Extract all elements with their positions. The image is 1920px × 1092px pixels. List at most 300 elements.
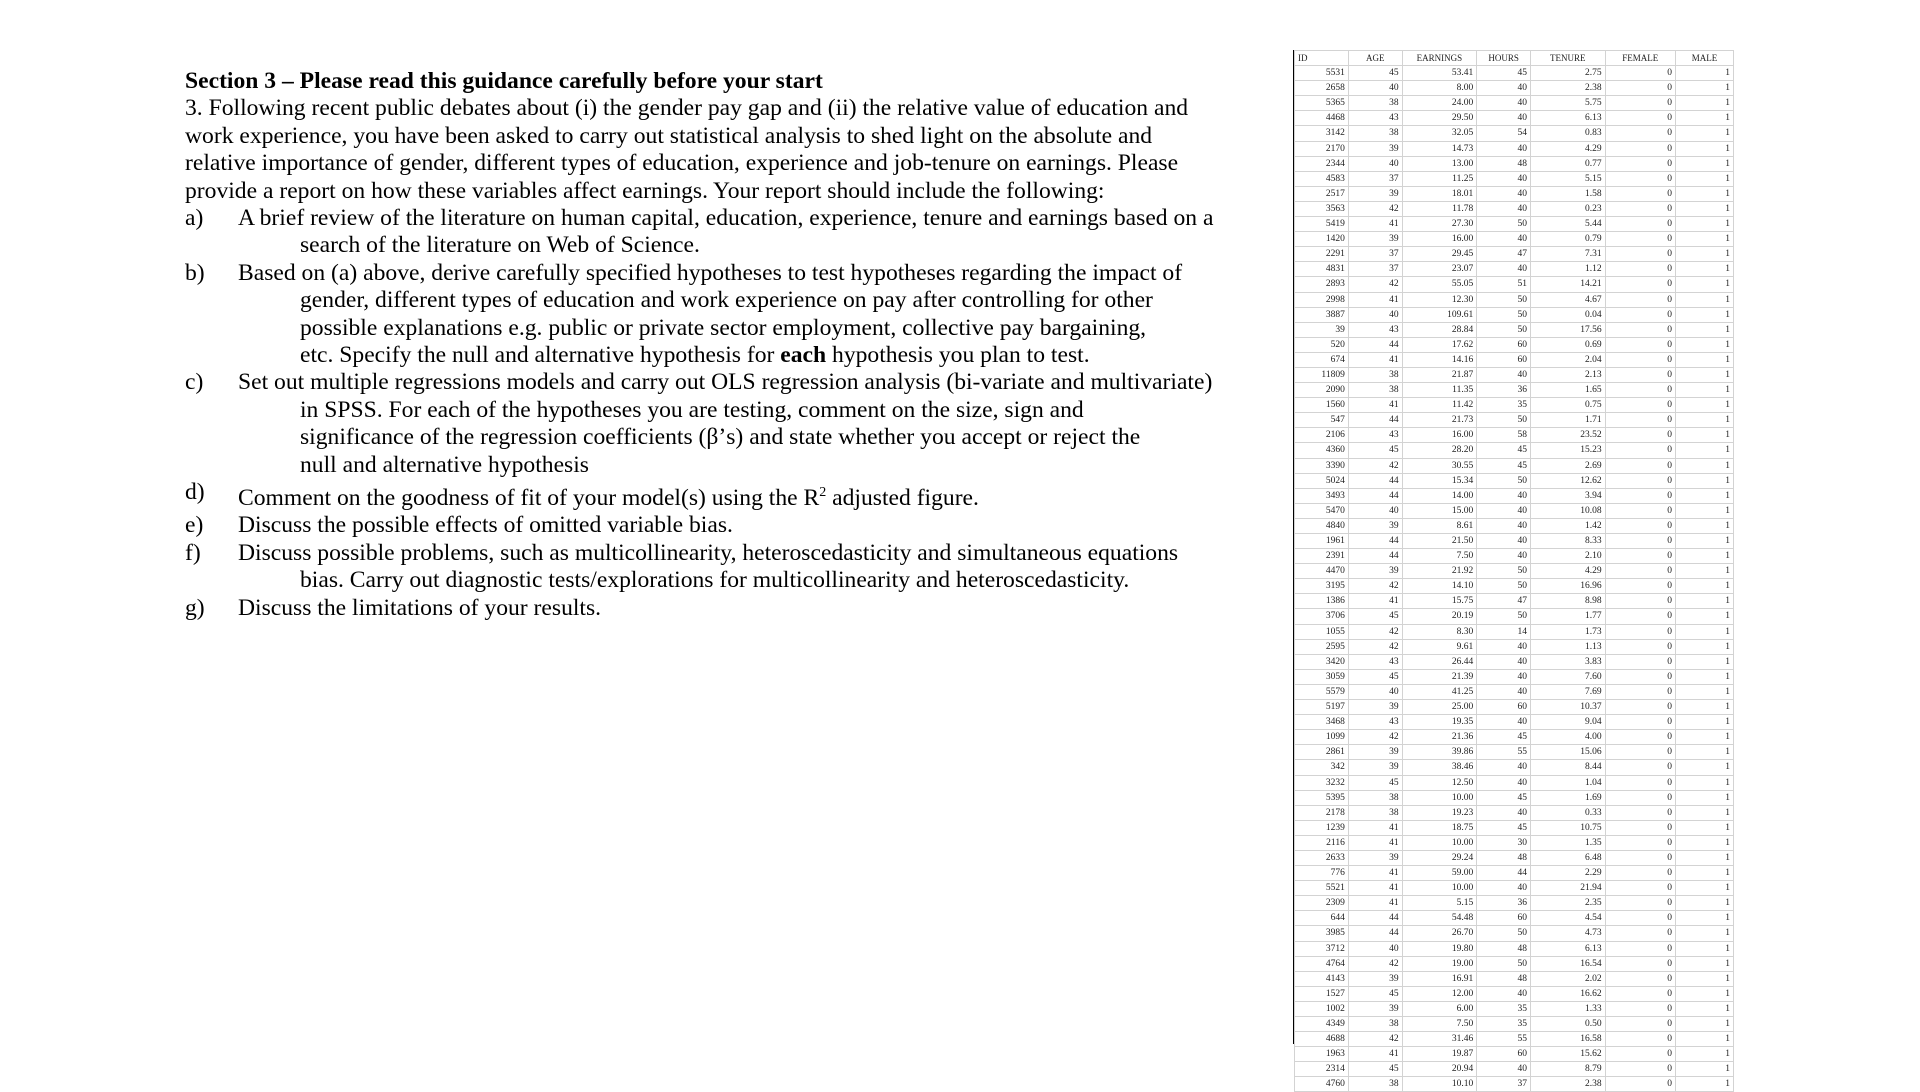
table-cell: 0 bbox=[1605, 1001, 1675, 1016]
table-cell: 7.31 bbox=[1531, 247, 1606, 262]
table-cell: 48 bbox=[1477, 971, 1531, 986]
table-row bbox=[1295, 126, 1734, 141]
item-text: Set out multiple regressions models and carry out OLS regression analysis (bi-variate and multivariate) bbox=[238, 369, 1213, 396]
table-cell: 0 bbox=[1605, 911, 1675, 926]
table-cell: 1 bbox=[1675, 715, 1733, 730]
table-cell: 50 bbox=[1477, 322, 1531, 337]
table-row bbox=[1295, 881, 1734, 896]
table-cell: 39 bbox=[1348, 760, 1402, 775]
item-text: null and alternative hypothesis bbox=[300, 451, 589, 478]
table-row bbox=[1295, 564, 1734, 579]
table-cell: 2.35 bbox=[1531, 896, 1606, 911]
table-cell: 39 bbox=[1348, 745, 1402, 760]
table-cell: 0 bbox=[1605, 564, 1675, 579]
table-cell: 15.75 bbox=[1402, 594, 1477, 609]
table-cell: 48 bbox=[1477, 156, 1531, 171]
table-cell: 5521 bbox=[1295, 881, 1349, 896]
table-cell: 1 bbox=[1675, 986, 1733, 1001]
table-cell: 1 bbox=[1675, 262, 1733, 277]
table-cell: 1 bbox=[1675, 745, 1733, 760]
table-cell: 21.87 bbox=[1402, 367, 1477, 382]
table-cell: 0 bbox=[1605, 201, 1675, 216]
column-header: MALE bbox=[1675, 51, 1733, 66]
table-cell: 0 bbox=[1605, 624, 1675, 639]
table-row bbox=[1295, 503, 1734, 518]
list-item-d bbox=[185, 479, 1285, 512]
table-row bbox=[1295, 700, 1734, 715]
table-cell: 2658 bbox=[1295, 81, 1349, 96]
table-cell: 0.23 bbox=[1531, 201, 1606, 216]
table-cell: 32.05 bbox=[1402, 126, 1477, 141]
table-cell: 2998 bbox=[1295, 292, 1349, 307]
table-cell: 38 bbox=[1348, 126, 1402, 141]
table-row bbox=[1295, 352, 1734, 367]
table-cell: 4688 bbox=[1295, 1032, 1349, 1047]
table-cell: 547 bbox=[1295, 413, 1349, 428]
table-cell: 15.23 bbox=[1531, 443, 1606, 458]
table-cell: 10.00 bbox=[1402, 790, 1477, 805]
table-row bbox=[1295, 579, 1734, 594]
table-cell: 40 bbox=[1477, 81, 1531, 96]
table-cell: 29.45 bbox=[1402, 247, 1477, 262]
table-cell: 2344 bbox=[1295, 156, 1349, 171]
table-cell: 39 bbox=[1348, 700, 1402, 715]
table-cell: 14.10 bbox=[1402, 579, 1477, 594]
intro-line: relative importance of gender, different types of education, experience and job-tenure on earnings. Please bbox=[185, 150, 1179, 177]
table-row bbox=[1295, 866, 1734, 881]
table-row bbox=[1295, 1062, 1734, 1077]
list-item-continuation bbox=[185, 397, 1285, 479]
table-cell: 5197 bbox=[1295, 700, 1349, 715]
table-row bbox=[1295, 956, 1734, 971]
table-cell: 50 bbox=[1477, 413, 1531, 428]
table-cell: 12.50 bbox=[1402, 775, 1477, 790]
table-cell: 41 bbox=[1348, 866, 1402, 881]
table-cell: 44 bbox=[1348, 549, 1402, 564]
table-cell: 0 bbox=[1605, 337, 1675, 352]
table-row bbox=[1295, 941, 1734, 956]
table-cell: 39.86 bbox=[1402, 745, 1477, 760]
table-cell: 1 bbox=[1675, 896, 1733, 911]
table-row bbox=[1295, 458, 1734, 473]
table-cell: 1 bbox=[1675, 186, 1733, 201]
table-cell: 0 bbox=[1605, 66, 1675, 81]
table-cell: 41.25 bbox=[1402, 684, 1477, 699]
table-cell: 0 bbox=[1605, 986, 1675, 1001]
table-row bbox=[1295, 337, 1734, 352]
table-cell: 2893 bbox=[1295, 277, 1349, 292]
table-row bbox=[1295, 624, 1734, 639]
emphasis-text: each bbox=[780, 342, 827, 369]
table-cell: 59.00 bbox=[1402, 866, 1477, 881]
table-cell: 39 bbox=[1348, 186, 1402, 201]
table-cell: 1.77 bbox=[1531, 609, 1606, 624]
table-row bbox=[1295, 549, 1734, 564]
table-cell: 1 bbox=[1675, 971, 1733, 986]
table-cell: 42 bbox=[1348, 624, 1402, 639]
column-header: TENURE bbox=[1531, 51, 1606, 66]
table-cell: 4764 bbox=[1295, 956, 1349, 971]
table-cell: 0 bbox=[1605, 971, 1675, 986]
table-row bbox=[1295, 156, 1734, 171]
data-table-panel bbox=[1293, 50, 1734, 1090]
table-row bbox=[1295, 1001, 1734, 1016]
table-cell: 24.00 bbox=[1402, 96, 1477, 111]
table-cell: 1055 bbox=[1295, 624, 1349, 639]
table-cell: 1963 bbox=[1295, 1047, 1349, 1062]
table-cell: 1 bbox=[1675, 564, 1733, 579]
list-item-f bbox=[185, 540, 1285, 567]
table-cell: 50 bbox=[1477, 579, 1531, 594]
table-cell: 4840 bbox=[1295, 518, 1349, 533]
table-cell: 0 bbox=[1605, 639, 1675, 654]
table-cell: 41 bbox=[1348, 217, 1402, 232]
item-text: Discuss the possible effects of omitted variable bias. bbox=[238, 512, 733, 539]
table-row bbox=[1295, 820, 1734, 835]
table-cell: 1 bbox=[1675, 111, 1733, 126]
table-cell: 0 bbox=[1605, 488, 1675, 503]
table-cell: 1 bbox=[1675, 1062, 1733, 1077]
table-cell: 40 bbox=[1477, 669, 1531, 684]
table-cell: 1 bbox=[1675, 428, 1733, 443]
table-cell: 0 bbox=[1605, 292, 1675, 307]
table-cell: 14.73 bbox=[1402, 141, 1477, 156]
table-cell: 40 bbox=[1477, 488, 1531, 503]
table-cell: 0 bbox=[1605, 926, 1675, 941]
table-cell: 1 bbox=[1675, 594, 1733, 609]
table-cell: 1 bbox=[1675, 549, 1733, 564]
table-cell: 44 bbox=[1348, 473, 1402, 488]
table-cell: 39 bbox=[1295, 322, 1349, 337]
table-cell: 8.30 bbox=[1402, 624, 1477, 639]
item-label: f) bbox=[185, 539, 201, 566]
table-cell: 43 bbox=[1348, 715, 1402, 730]
table-cell: 4.54 bbox=[1531, 911, 1606, 926]
table-cell: 0 bbox=[1605, 760, 1675, 775]
table-row bbox=[1295, 730, 1734, 745]
table-cell: 1 bbox=[1675, 850, 1733, 865]
table-cell: 4.00 bbox=[1531, 730, 1606, 745]
table-cell: 0.75 bbox=[1531, 398, 1606, 413]
table-cell: 0 bbox=[1605, 81, 1675, 96]
item-text: significance of the regression coefficients (β’s) and state whether you accept or reject the bbox=[300, 424, 1141, 451]
item-text: gender, different types of education and work experience on pay after controlling for other bbox=[300, 287, 1153, 314]
item-text: search of the literature on Web of Science. bbox=[300, 232, 700, 259]
table-cell: 0.79 bbox=[1531, 232, 1606, 247]
table-cell: 40 bbox=[1477, 186, 1531, 201]
table-cell: 30 bbox=[1477, 835, 1531, 850]
table-row bbox=[1295, 971, 1734, 986]
table-cell: 1 bbox=[1675, 383, 1733, 398]
table-cell: 29.24 bbox=[1402, 850, 1477, 865]
table-cell: 5.75 bbox=[1531, 96, 1606, 111]
table-cell: 1 bbox=[1675, 247, 1733, 262]
item-text-part: etc. Specify the null and alternative hypothesis for bbox=[300, 342, 781, 369]
table-cell: 29.50 bbox=[1402, 111, 1477, 126]
item-label: g) bbox=[185, 594, 205, 621]
table-row bbox=[1295, 926, 1734, 941]
table-cell: 41 bbox=[1348, 292, 1402, 307]
list-item-c bbox=[185, 369, 1285, 396]
table-cell: 7.69 bbox=[1531, 684, 1606, 699]
table-cell: 0 bbox=[1605, 277, 1675, 292]
table-cell: 14.00 bbox=[1402, 488, 1477, 503]
table-cell: 44 bbox=[1348, 534, 1402, 549]
table-cell: 42 bbox=[1348, 956, 1402, 971]
table-row bbox=[1295, 307, 1734, 322]
table-cell: 23.52 bbox=[1531, 428, 1606, 443]
table-cell: 21.50 bbox=[1402, 534, 1477, 549]
table-row bbox=[1295, 654, 1734, 669]
table-row bbox=[1295, 383, 1734, 398]
table-cell: 36 bbox=[1477, 383, 1531, 398]
item-text: in SPSS. For each of the hypotheses you are testing, comment on the size, sign and bbox=[300, 396, 1084, 423]
table-cell: 4.73 bbox=[1531, 926, 1606, 941]
table-cell: 2.04 bbox=[1531, 352, 1606, 367]
table-cell: 42 bbox=[1348, 277, 1402, 292]
table-cell: 0 bbox=[1605, 1032, 1675, 1047]
table-cell: 1 bbox=[1675, 835, 1733, 850]
table-cell: 3059 bbox=[1295, 669, 1349, 684]
table-cell: 11809 bbox=[1295, 367, 1349, 382]
table-row bbox=[1295, 322, 1734, 337]
table-cell: 2116 bbox=[1295, 835, 1349, 850]
table-cell: 40 bbox=[1477, 111, 1531, 126]
table-cell: 1239 bbox=[1295, 820, 1349, 835]
table-cell: 16.62 bbox=[1531, 986, 1606, 1001]
table-cell: 1 bbox=[1675, 367, 1733, 382]
table-cell: 1 bbox=[1675, 534, 1733, 549]
table-cell: 0 bbox=[1605, 730, 1675, 745]
table-cell: 1 bbox=[1675, 700, 1733, 715]
table-cell: 9.04 bbox=[1531, 715, 1606, 730]
table-cell: 40 bbox=[1348, 941, 1402, 956]
table-cell: 0 bbox=[1605, 896, 1675, 911]
table-cell: 42 bbox=[1348, 639, 1402, 654]
table-cell: 50 bbox=[1477, 292, 1531, 307]
table-cell: 1 bbox=[1675, 866, 1733, 881]
table-cell: 16.00 bbox=[1402, 232, 1477, 247]
item-label: d) bbox=[185, 479, 205, 506]
table-cell: 0 bbox=[1605, 413, 1675, 428]
table-cell: 50 bbox=[1477, 217, 1531, 232]
table-cell: 45 bbox=[1477, 443, 1531, 458]
item-text: Discuss the limitations of your results. bbox=[238, 594, 602, 621]
table-cell: 4583 bbox=[1295, 171, 1349, 186]
table-cell: 10.10 bbox=[1402, 1077, 1477, 1092]
table-cell: 0 bbox=[1605, 1047, 1675, 1062]
table-cell: 3142 bbox=[1295, 126, 1349, 141]
table-cell: 1 bbox=[1675, 398, 1733, 413]
table-row bbox=[1295, 413, 1734, 428]
table-cell: 4470 bbox=[1295, 564, 1349, 579]
table-cell: 1 bbox=[1675, 911, 1733, 926]
table-cell: 14.21 bbox=[1531, 277, 1606, 292]
list-item-continuation bbox=[185, 287, 1285, 369]
section-title: Section 3 – Please read this guidance carefully before your start bbox=[185, 68, 823, 94]
table-cell: 1 bbox=[1675, 941, 1733, 956]
table-cell: 41 bbox=[1348, 881, 1402, 896]
item-text: A brief review of the literature on human capital, education, experience, tenure and earnings based on a bbox=[238, 205, 1214, 232]
table-cell: 19.35 bbox=[1402, 715, 1477, 730]
table-cell: 55 bbox=[1477, 1032, 1531, 1047]
table-cell: 53.41 bbox=[1402, 66, 1477, 81]
column-header: AGE bbox=[1348, 51, 1402, 66]
table-row bbox=[1295, 835, 1734, 850]
table-cell: 37 bbox=[1348, 262, 1402, 277]
table-cell: 4.67 bbox=[1531, 292, 1606, 307]
table-cell: 0.33 bbox=[1531, 805, 1606, 820]
table-cell: 28.20 bbox=[1402, 443, 1477, 458]
table-cell: 5531 bbox=[1295, 66, 1349, 81]
table-cell: 40 bbox=[1348, 307, 1402, 322]
table-cell: 3.94 bbox=[1531, 488, 1606, 503]
table-cell: 0 bbox=[1605, 1017, 1675, 1032]
table-cell: 40 bbox=[1348, 81, 1402, 96]
table-cell: 0 bbox=[1605, 367, 1675, 382]
table-cell: 1 bbox=[1675, 443, 1733, 458]
table-cell: 5419 bbox=[1295, 217, 1349, 232]
table-cell: 1 bbox=[1675, 805, 1733, 820]
table-cell: 41 bbox=[1348, 398, 1402, 413]
table-cell: 3712 bbox=[1295, 941, 1349, 956]
table-cell: 0 bbox=[1605, 458, 1675, 473]
table-cell: 40 bbox=[1477, 715, 1531, 730]
table-cell: 1 bbox=[1675, 926, 1733, 941]
table-row bbox=[1295, 232, 1734, 247]
table-cell: 16.91 bbox=[1402, 971, 1477, 986]
table-row bbox=[1295, 790, 1734, 805]
table-row bbox=[1295, 775, 1734, 790]
table-cell: 11.25 bbox=[1402, 171, 1477, 186]
table-cell: 644 bbox=[1295, 911, 1349, 926]
table-cell: 2106 bbox=[1295, 428, 1349, 443]
table-row bbox=[1295, 534, 1734, 549]
table-cell: 2.29 bbox=[1531, 866, 1606, 881]
table-cell: 43 bbox=[1348, 111, 1402, 126]
table-cell: 1527 bbox=[1295, 986, 1349, 1001]
table-cell: 54.48 bbox=[1402, 911, 1477, 926]
table-row bbox=[1295, 639, 1734, 654]
table-cell: 28.84 bbox=[1402, 322, 1477, 337]
table-cell: 1 bbox=[1675, 307, 1733, 322]
item-text-part: Comment on the goodness of fit of your model(s) using the R bbox=[238, 484, 820, 511]
table-cell: 1 bbox=[1675, 66, 1733, 81]
table-cell: 1.65 bbox=[1531, 383, 1606, 398]
table-cell: 8.98 bbox=[1531, 594, 1606, 609]
column-header: ID bbox=[1295, 51, 1349, 66]
table-cell: 2595 bbox=[1295, 639, 1349, 654]
table-cell: 776 bbox=[1295, 866, 1349, 881]
table-cell: 43 bbox=[1348, 322, 1402, 337]
table-row bbox=[1295, 201, 1734, 216]
table-cell: 0.77 bbox=[1531, 156, 1606, 171]
table-cell: 5365 bbox=[1295, 96, 1349, 111]
table-cell: 7.50 bbox=[1402, 549, 1477, 564]
table-cell: 1 bbox=[1675, 624, 1733, 639]
table-cell: 1.71 bbox=[1531, 413, 1606, 428]
table-cell: 42 bbox=[1348, 1032, 1402, 1047]
table-cell: 40 bbox=[1477, 654, 1531, 669]
table-cell: 45 bbox=[1348, 775, 1402, 790]
table-cell: 2.75 bbox=[1531, 66, 1606, 81]
table-cell: 10.75 bbox=[1531, 820, 1606, 835]
table-cell: 1 bbox=[1675, 790, 1733, 805]
table-cell: 5.44 bbox=[1531, 217, 1606, 232]
table-cell: 0 bbox=[1605, 805, 1675, 820]
table-cell: 39 bbox=[1348, 518, 1402, 533]
table-cell: 1 bbox=[1675, 1001, 1733, 1016]
table-cell: 0 bbox=[1605, 594, 1675, 609]
table-cell: 3563 bbox=[1295, 201, 1349, 216]
table-cell: 0 bbox=[1605, 684, 1675, 699]
table-cell: 1 bbox=[1675, 775, 1733, 790]
table-cell: 15.00 bbox=[1402, 503, 1477, 518]
table-cell: 41 bbox=[1348, 896, 1402, 911]
requirements-list bbox=[185, 205, 1285, 622]
item-label: b) bbox=[185, 259, 205, 286]
table-row bbox=[1295, 443, 1734, 458]
table-cell: 60 bbox=[1477, 700, 1531, 715]
table-row bbox=[1295, 805, 1734, 820]
table-cell: 0 bbox=[1605, 171, 1675, 186]
table-cell: 0 bbox=[1605, 549, 1675, 564]
table-cell: 4468 bbox=[1295, 111, 1349, 126]
table-cell: 50 bbox=[1477, 307, 1531, 322]
table-cell: 16.54 bbox=[1531, 956, 1606, 971]
table-cell: 1.33 bbox=[1531, 1001, 1606, 1016]
table-cell: 0 bbox=[1605, 503, 1675, 518]
table-cell: 1 bbox=[1675, 579, 1733, 594]
table-cell: 38 bbox=[1348, 367, 1402, 382]
table-cell: 1 bbox=[1675, 1017, 1733, 1032]
table-cell: 1 bbox=[1675, 730, 1733, 745]
table-cell: 3887 bbox=[1295, 307, 1349, 322]
table-cell: 11.42 bbox=[1402, 398, 1477, 413]
table-cell: 40 bbox=[1348, 684, 1402, 699]
table-cell: 40 bbox=[1477, 881, 1531, 896]
table-cell: 342 bbox=[1295, 760, 1349, 775]
table-cell: 0 bbox=[1605, 941, 1675, 956]
item-text bbox=[185, 342, 1285, 369]
table-cell: 4760 bbox=[1295, 1077, 1349, 1092]
table-cell: 0 bbox=[1605, 262, 1675, 277]
table-cell: 44 bbox=[1348, 337, 1402, 352]
table-cell: 0 bbox=[1605, 1077, 1675, 1092]
table-cell: 0 bbox=[1605, 715, 1675, 730]
table-cell: 2291 bbox=[1295, 247, 1349, 262]
table-cell: 1961 bbox=[1295, 534, 1349, 549]
table-cell: 0 bbox=[1605, 232, 1675, 247]
table-cell: 109.61 bbox=[1402, 307, 1477, 322]
table-row bbox=[1295, 277, 1734, 292]
table-cell: 26.70 bbox=[1402, 926, 1477, 941]
table-cell: 30.55 bbox=[1402, 458, 1477, 473]
table-cell: 1 bbox=[1675, 488, 1733, 503]
table-cell: 2309 bbox=[1295, 896, 1349, 911]
table-row bbox=[1295, 473, 1734, 488]
table-cell: 0 bbox=[1605, 398, 1675, 413]
table-row bbox=[1295, 81, 1734, 96]
table-cell: 3706 bbox=[1295, 609, 1349, 624]
table-cell: 60 bbox=[1477, 1047, 1531, 1062]
table-cell: 54 bbox=[1477, 126, 1531, 141]
table-cell: 48 bbox=[1477, 941, 1531, 956]
table-cell: 0 bbox=[1605, 322, 1675, 337]
table-cell: 45 bbox=[1348, 669, 1402, 684]
table-cell: 1560 bbox=[1295, 398, 1349, 413]
table-cell: 1 bbox=[1675, 413, 1733, 428]
